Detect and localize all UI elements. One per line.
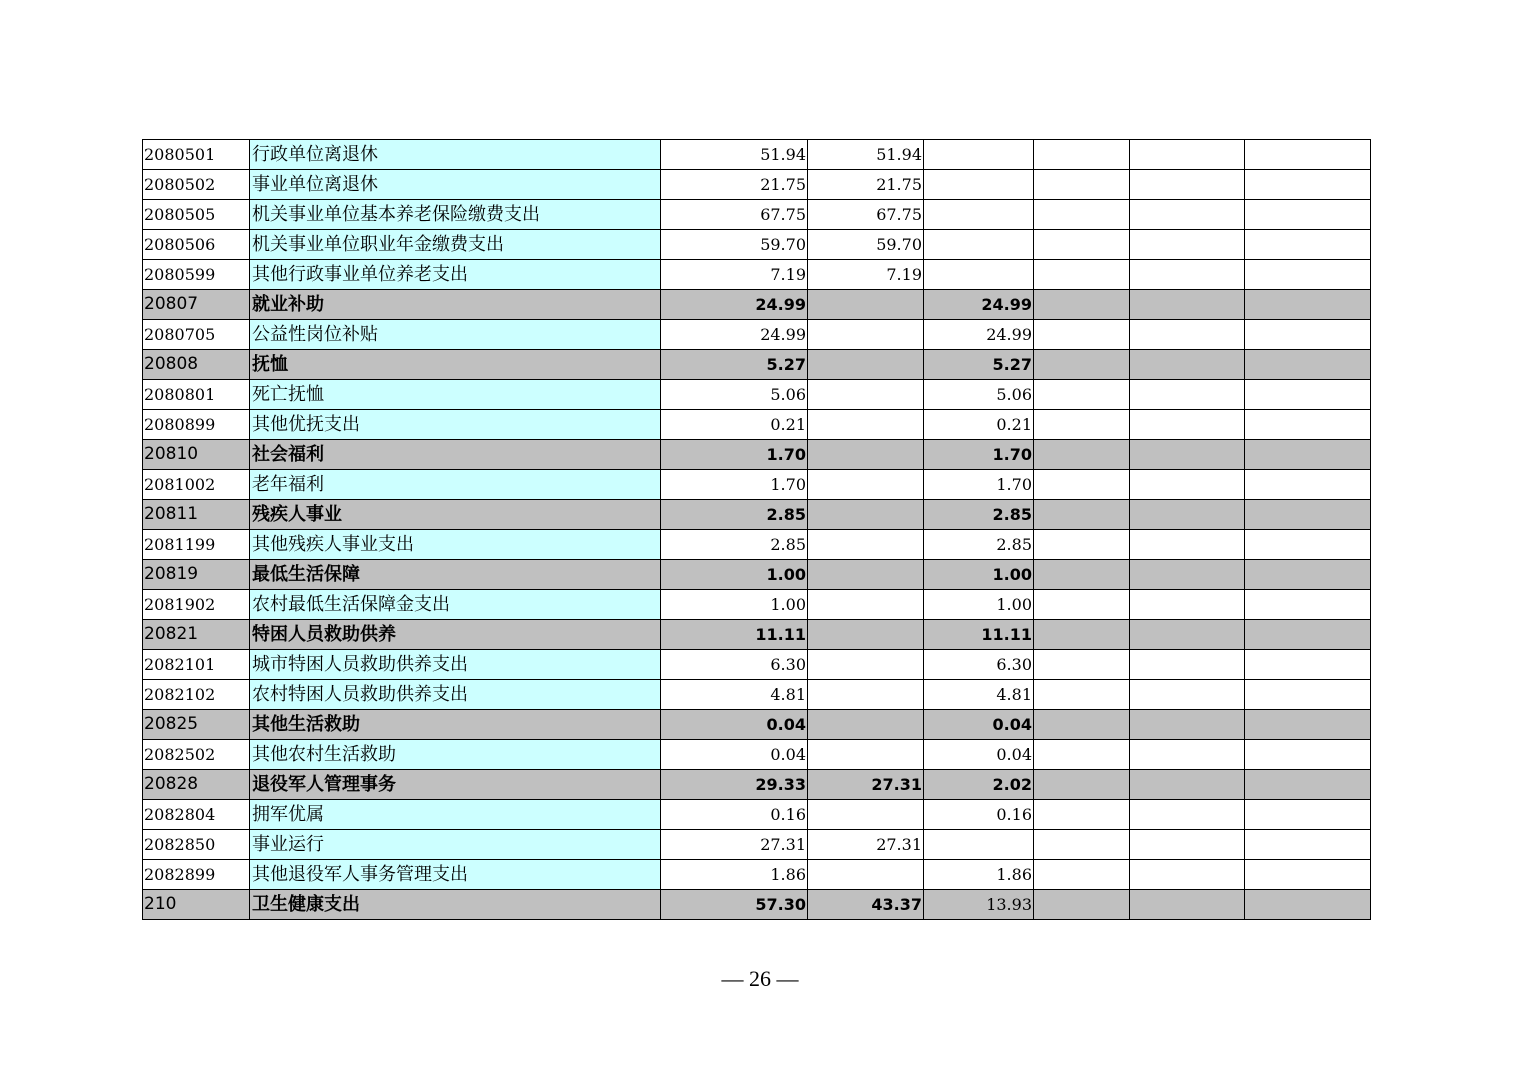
cell-basic bbox=[808, 290, 924, 320]
cell-project: 1.00 bbox=[924, 590, 1034, 620]
cell-project: 1.70 bbox=[924, 470, 1034, 500]
cell-code: 20819 bbox=[143, 560, 250, 590]
cell-name: 机关事业单位基本养老保险缴费支出 bbox=[250, 200, 661, 230]
cell-basic bbox=[808, 740, 924, 770]
cell-total: 57.30 bbox=[661, 890, 808, 920]
cell-total: 0.21 bbox=[661, 410, 808, 440]
cell-project: 1.70 bbox=[924, 440, 1034, 470]
cell-basic bbox=[808, 860, 924, 890]
cell-empty bbox=[1034, 470, 1130, 500]
cell-total: 2.85 bbox=[661, 530, 808, 560]
cell-total: 1.00 bbox=[661, 560, 808, 590]
cell-name: 农村特困人员救助供养支出 bbox=[250, 680, 661, 710]
cell-basic bbox=[808, 470, 924, 500]
cell-empty bbox=[1245, 200, 1371, 230]
item-row bbox=[143, 740, 1371, 770]
cell-total: 29.33 bbox=[661, 770, 808, 800]
cell-code: 2080801 bbox=[143, 380, 250, 410]
cell-empty bbox=[1245, 890, 1371, 920]
cell-project: 24.99 bbox=[924, 320, 1034, 350]
cell-name: 社会福利 bbox=[250, 440, 661, 470]
cell-empty bbox=[1130, 530, 1245, 560]
cell-empty bbox=[1245, 290, 1371, 320]
cell-empty bbox=[1245, 320, 1371, 350]
cell-empty bbox=[1245, 170, 1371, 200]
cell-empty bbox=[1130, 800, 1245, 830]
item-row bbox=[143, 680, 1371, 710]
item-row bbox=[143, 860, 1371, 890]
cell-project: 2.85 bbox=[924, 500, 1034, 530]
cell-empty bbox=[1245, 830, 1371, 860]
cell-total: 27.31 bbox=[661, 830, 808, 860]
cell-empty bbox=[1245, 860, 1371, 890]
cell-project: 4.81 bbox=[924, 680, 1034, 710]
cell-basic bbox=[808, 560, 924, 590]
item-row bbox=[143, 200, 1371, 230]
category-row bbox=[143, 350, 1371, 380]
cell-basic bbox=[808, 380, 924, 410]
cell-code: 2080599 bbox=[143, 260, 250, 290]
category-row bbox=[143, 500, 1371, 530]
cell-total: 6.30 bbox=[661, 650, 808, 680]
cell-name: 最低生活保障 bbox=[250, 560, 661, 590]
cell-code: 20811 bbox=[143, 500, 250, 530]
category-row bbox=[143, 890, 1371, 920]
cell-empty bbox=[1130, 830, 1245, 860]
category-row bbox=[143, 560, 1371, 590]
cell-code: 2081902 bbox=[143, 590, 250, 620]
cell-empty bbox=[1034, 440, 1130, 470]
item-row bbox=[143, 230, 1371, 260]
cell-empty bbox=[1130, 590, 1245, 620]
cell-total: 67.75 bbox=[661, 200, 808, 230]
cell-empty bbox=[1130, 560, 1245, 590]
cell-empty bbox=[1034, 410, 1130, 440]
cell-project bbox=[924, 140, 1034, 170]
cell-code: 2080502 bbox=[143, 170, 250, 200]
cell-empty bbox=[1130, 620, 1245, 650]
cell-empty bbox=[1130, 380, 1245, 410]
cell-basic: 7.19 bbox=[808, 260, 924, 290]
item-row bbox=[143, 650, 1371, 680]
cell-total: 59.70 bbox=[661, 230, 808, 260]
cell-basic bbox=[808, 800, 924, 830]
cell-empty bbox=[1245, 230, 1371, 260]
cell-empty bbox=[1034, 710, 1130, 740]
cell-name: 其他优抚支出 bbox=[250, 410, 661, 440]
cell-code: 2081199 bbox=[143, 530, 250, 560]
cell-name: 其他残疾人事业支出 bbox=[250, 530, 661, 560]
cell-empty bbox=[1245, 650, 1371, 680]
cell-empty bbox=[1034, 650, 1130, 680]
cell-empty bbox=[1130, 680, 1245, 710]
cell-empty bbox=[1034, 560, 1130, 590]
budget-table bbox=[142, 139, 1371, 920]
cell-empty bbox=[1034, 740, 1130, 770]
cell-basic bbox=[808, 320, 924, 350]
cell-empty bbox=[1130, 890, 1245, 920]
cell-empty bbox=[1130, 440, 1245, 470]
cell-name: 其他退役军人事务管理支出 bbox=[250, 860, 661, 890]
cell-empty bbox=[1130, 410, 1245, 440]
cell-basic bbox=[808, 710, 924, 740]
cell-empty bbox=[1130, 200, 1245, 230]
item-row bbox=[143, 590, 1371, 620]
cell-empty bbox=[1245, 260, 1371, 290]
cell-empty bbox=[1130, 260, 1245, 290]
cell-empty bbox=[1034, 380, 1130, 410]
cell-project: 0.16 bbox=[924, 800, 1034, 830]
cell-code: 2080705 bbox=[143, 320, 250, 350]
cell-basic: 27.31 bbox=[808, 770, 924, 800]
cell-name: 抚恤 bbox=[250, 350, 661, 380]
cell-total: 1.86 bbox=[661, 860, 808, 890]
cell-basic bbox=[808, 680, 924, 710]
cell-basic bbox=[808, 650, 924, 680]
cell-empty bbox=[1034, 860, 1130, 890]
cell-project: 0.04 bbox=[924, 710, 1034, 740]
cell-project: 5.06 bbox=[924, 380, 1034, 410]
cell-empty bbox=[1034, 830, 1130, 860]
cell-name: 拥军优属 bbox=[250, 800, 661, 830]
cell-project: 1.00 bbox=[924, 560, 1034, 590]
cell-name: 卫生健康支出 bbox=[250, 890, 661, 920]
cell-code: 2082804 bbox=[143, 800, 250, 830]
cell-name: 事业运行 bbox=[250, 830, 661, 860]
cell-code: 2081002 bbox=[143, 470, 250, 500]
cell-total: 1.70 bbox=[661, 440, 808, 470]
category-row bbox=[143, 710, 1371, 740]
cell-name: 机关事业单位职业年金缴费支出 bbox=[250, 230, 661, 260]
cell-empty bbox=[1245, 410, 1371, 440]
cell-empty bbox=[1245, 740, 1371, 770]
cell-total: 0.16 bbox=[661, 800, 808, 830]
cell-empty bbox=[1130, 770, 1245, 800]
cell-basic: 59.70 bbox=[808, 230, 924, 260]
cell-project: 6.30 bbox=[924, 650, 1034, 680]
cell-code: 2082101 bbox=[143, 650, 250, 680]
cell-basic bbox=[808, 590, 924, 620]
cell-project: 24.99 bbox=[924, 290, 1034, 320]
cell-empty bbox=[1245, 620, 1371, 650]
cell-empty bbox=[1034, 170, 1130, 200]
cell-project bbox=[924, 200, 1034, 230]
cell-basic bbox=[808, 410, 924, 440]
cell-empty bbox=[1034, 680, 1130, 710]
cell-empty bbox=[1130, 710, 1245, 740]
cell-code: 20810 bbox=[143, 440, 250, 470]
cell-basic bbox=[808, 500, 924, 530]
cell-name: 公益性岗位补贴 bbox=[250, 320, 661, 350]
cell-empty bbox=[1245, 380, 1371, 410]
cell-total: 0.04 bbox=[661, 740, 808, 770]
item-row bbox=[143, 530, 1371, 560]
cell-name: 残疾人事业 bbox=[250, 500, 661, 530]
cell-empty bbox=[1245, 500, 1371, 530]
cell-empty bbox=[1130, 140, 1245, 170]
cell-name: 老年福利 bbox=[250, 470, 661, 500]
cell-project: 1.86 bbox=[924, 860, 1034, 890]
cell-name: 其他行政事业单位养老支出 bbox=[250, 260, 661, 290]
cell-name: 死亡抚恤 bbox=[250, 380, 661, 410]
cell-name: 退役军人管理事务 bbox=[250, 770, 661, 800]
item-row bbox=[143, 380, 1371, 410]
item-row bbox=[143, 410, 1371, 440]
cell-empty bbox=[1130, 650, 1245, 680]
cell-empty bbox=[1245, 470, 1371, 500]
cell-empty bbox=[1034, 590, 1130, 620]
cell-basic: 43.37 bbox=[808, 890, 924, 920]
cell-empty bbox=[1034, 620, 1130, 650]
cell-basic: 51.94 bbox=[808, 140, 924, 170]
cell-empty bbox=[1245, 800, 1371, 830]
cell-empty bbox=[1130, 290, 1245, 320]
cell-total: 1.70 bbox=[661, 470, 808, 500]
cell-total: 0.04 bbox=[661, 710, 808, 740]
page-number: — 26 — bbox=[721, 966, 799, 991]
item-row bbox=[143, 470, 1371, 500]
cell-empty bbox=[1034, 500, 1130, 530]
cell-project bbox=[924, 260, 1034, 290]
cell-empty bbox=[1034, 140, 1130, 170]
cell-empty bbox=[1034, 320, 1130, 350]
cell-total: 21.75 bbox=[661, 170, 808, 200]
cell-basic bbox=[808, 440, 924, 470]
cell-empty bbox=[1245, 140, 1371, 170]
cell-basic: 21.75 bbox=[808, 170, 924, 200]
cell-name: 城市特困人员救助供养支出 bbox=[250, 650, 661, 680]
category-row bbox=[143, 620, 1371, 650]
cell-empty bbox=[1034, 350, 1130, 380]
table-body bbox=[143, 140, 1371, 920]
cell-code: 20807 bbox=[143, 290, 250, 320]
item-row bbox=[143, 140, 1371, 170]
cell-project: 0.04 bbox=[924, 740, 1034, 770]
cell-empty bbox=[1034, 530, 1130, 560]
cell-project: 11.11 bbox=[924, 620, 1034, 650]
cell-code: 2082850 bbox=[143, 830, 250, 860]
cell-empty bbox=[1245, 590, 1371, 620]
cell-empty bbox=[1245, 770, 1371, 800]
cell-code: 2082502 bbox=[143, 740, 250, 770]
cell-total: 24.99 bbox=[661, 320, 808, 350]
cell-basic: 27.31 bbox=[808, 830, 924, 860]
cell-total: 5.27 bbox=[661, 350, 808, 380]
cell-project: 5.27 bbox=[924, 350, 1034, 380]
cell-code: 2082899 bbox=[143, 860, 250, 890]
cell-code: 2080899 bbox=[143, 410, 250, 440]
cell-empty bbox=[1245, 710, 1371, 740]
cell-empty bbox=[1245, 560, 1371, 590]
item-row bbox=[143, 260, 1371, 290]
cell-empty bbox=[1245, 680, 1371, 710]
cell-basic bbox=[808, 530, 924, 560]
cell-name: 就业补助 bbox=[250, 290, 661, 320]
item-row bbox=[143, 830, 1371, 860]
cell-empty bbox=[1034, 230, 1130, 260]
cell-code: 2080501 bbox=[143, 140, 250, 170]
cell-empty bbox=[1130, 350, 1245, 380]
cell-code: 20825 bbox=[143, 710, 250, 740]
cell-empty bbox=[1034, 260, 1130, 290]
cell-project bbox=[924, 170, 1034, 200]
cell-name: 其他生活救助 bbox=[250, 710, 661, 740]
cell-total: 5.06 bbox=[661, 380, 808, 410]
cell-empty bbox=[1034, 890, 1130, 920]
category-row bbox=[143, 290, 1371, 320]
cell-project: 2.85 bbox=[924, 530, 1034, 560]
cell-total: 7.19 bbox=[661, 260, 808, 290]
cell-project: 2.02 bbox=[924, 770, 1034, 800]
cell-empty bbox=[1245, 440, 1371, 470]
category-row bbox=[143, 770, 1371, 800]
cell-project: 13.93 bbox=[924, 890, 1034, 920]
cell-empty bbox=[1130, 740, 1245, 770]
cell-code: 210 bbox=[143, 890, 250, 920]
cell-code: 2080505 bbox=[143, 200, 250, 230]
cell-code: 20828 bbox=[143, 770, 250, 800]
cell-name: 农村最低生活保障金支出 bbox=[250, 590, 661, 620]
cell-code: 2080506 bbox=[143, 230, 250, 260]
cell-empty bbox=[1130, 230, 1245, 260]
cell-empty bbox=[1245, 530, 1371, 560]
cell-empty bbox=[1130, 470, 1245, 500]
category-row bbox=[143, 440, 1371, 470]
cell-empty bbox=[1034, 290, 1130, 320]
cell-total: 1.00 bbox=[661, 590, 808, 620]
cell-name: 特困人员救助供养 bbox=[250, 620, 661, 650]
cell-total: 11.11 bbox=[661, 620, 808, 650]
cell-project bbox=[924, 830, 1034, 860]
cell-name: 行政单位离退休 bbox=[250, 140, 661, 170]
cell-code: 20821 bbox=[143, 620, 250, 650]
cell-code: 20808 bbox=[143, 350, 250, 380]
cell-name: 其他农村生活救助 bbox=[250, 740, 661, 770]
cell-total: 24.99 bbox=[661, 290, 808, 320]
cell-empty bbox=[1245, 350, 1371, 380]
cell-name: 事业单位离退休 bbox=[250, 170, 661, 200]
item-row bbox=[143, 320, 1371, 350]
cell-total: 4.81 bbox=[661, 680, 808, 710]
cell-empty bbox=[1130, 500, 1245, 530]
cell-empty bbox=[1130, 860, 1245, 890]
cell-basic bbox=[808, 350, 924, 380]
cell-empty bbox=[1034, 800, 1130, 830]
cell-total: 2.85 bbox=[661, 500, 808, 530]
cell-empty bbox=[1130, 170, 1245, 200]
cell-code: 2082102 bbox=[143, 680, 250, 710]
cell-total: 51.94 bbox=[661, 140, 808, 170]
cell-basic: 67.75 bbox=[808, 200, 924, 230]
cell-project bbox=[924, 230, 1034, 260]
cell-empty bbox=[1034, 200, 1130, 230]
cell-empty bbox=[1034, 770, 1130, 800]
item-row bbox=[143, 170, 1371, 200]
cell-empty bbox=[1130, 320, 1245, 350]
cell-project: 0.21 bbox=[924, 410, 1034, 440]
item-row bbox=[143, 800, 1371, 830]
cell-basic bbox=[808, 620, 924, 650]
